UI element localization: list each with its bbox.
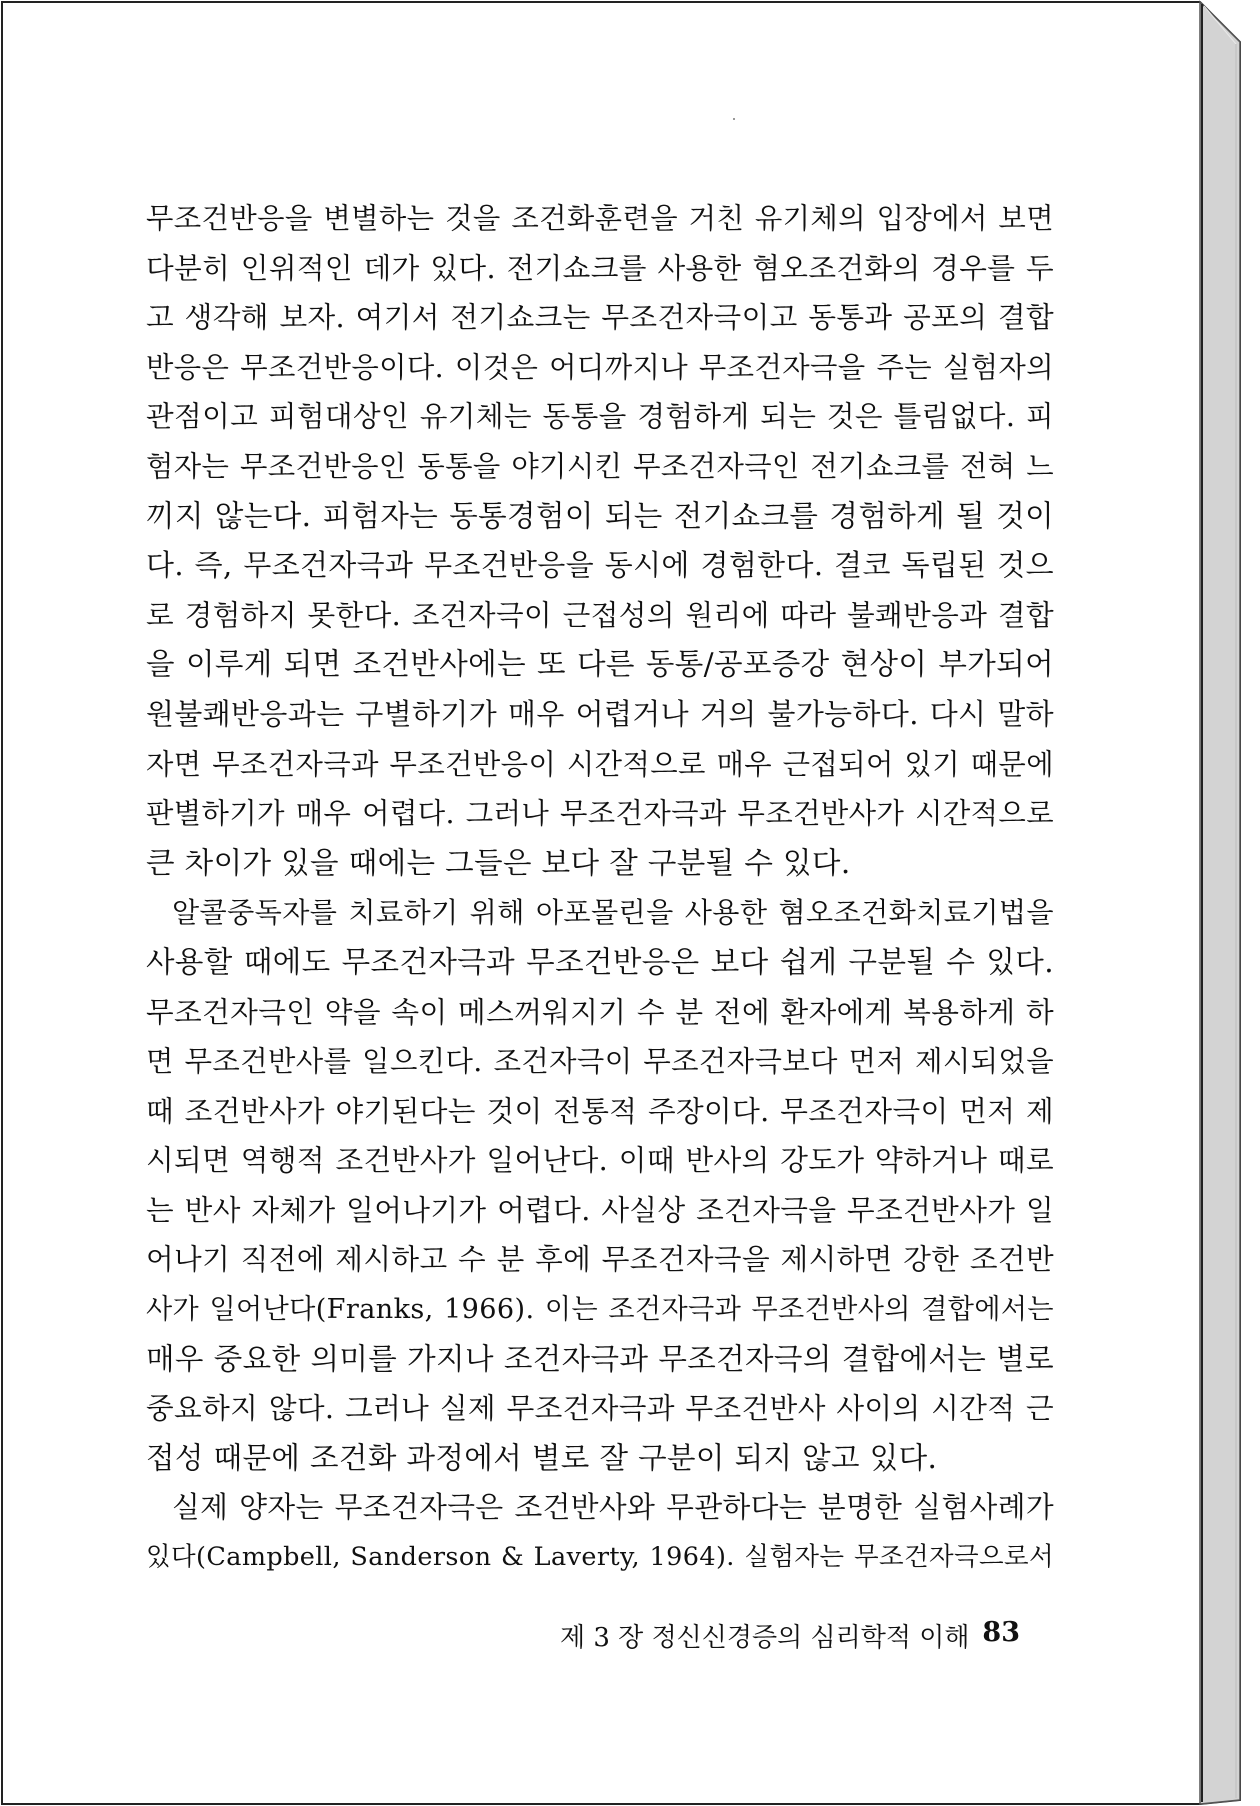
text-line: 자면 무조건자극과 무조건반응이 시간적으로 매우 근접되어 있기 때문에 [146, 747, 1054, 781]
chapter-title: 제 3 장 정신신경증의 심리학적 이해 [560, 1623, 970, 1653]
text-line: 고 생각해 보자. 여기서 전기쇼크는 무조건자극이고 동통과 공포의 결합 [146, 300, 1054, 335]
text-line: 원불쾌반응과는 구별하기가 매우 어렵거나 거의 불가능하다. 다시 말하 [146, 696, 1054, 731]
page-footer [560, 1617, 1020, 1657]
text-line: 큰 차이가 있을 때에는 그들은 보다 잘 구분될 수 있다. [146, 845, 851, 880]
text-line: 을 이루게 되면 조건반사에는 또 다른 동통/공포증강 현상이 부가되어 [146, 647, 1054, 682]
text-line: 실제 양자는 무조건자극은 조건반사와 무관하다는 분명한 실험사례가 [172, 1490, 1054, 1525]
text-line: 관점이고 피험대상인 유기체는 동통을 경험하게 되는 것은 틀림없다. 피 [146, 399, 1054, 434]
text-line: 시되면 역행적 조건반사가 일어난다. 이때 반사의 강도가 약하거나 때로 [146, 1143, 1054, 1178]
text-line: 다분히 인위적인 데가 있다. 전기쇼크를 사용한 혐오조건화의 경우를 두 [146, 250, 1054, 285]
text-line: 사용할 때에도 무조건자극과 무조건반응은 보다 쉽게 구분될 수 있다. [146, 944, 1054, 979]
text-line: 있다(Campbell, Sanderson & Laverty, 1964). 실험자는 무조건자극으로서 [146, 1542, 1054, 1573]
text-line: 판별하기가 매우 어렵다. 그러나 무조건자극과 무조건반사가 시간적으로 [146, 797, 1054, 831]
page-number: 83 [982, 1617, 1020, 1648]
text-line: 무조건자극인 약을 속이 메스꺼워지기 수 분 전에 환자에게 복용하게 하 [146, 994, 1054, 1029]
text-line: 로 경험하지 못한다. 조건자극이 근접성의 원리에 따라 불쾌반응과 결합 [146, 597, 1054, 632]
text-line: 중요하지 않다. 그러나 실제 무조건자극과 무조건반사 사이의 시간적 근 [146, 1391, 1054, 1426]
text-line: 끼지 않는다. 피험자는 동통경험이 되는 전기쇼크를 경험하게 될 것이 [146, 498, 1054, 533]
body-text [146, 194, 1054, 1583]
text-line: 매우 중요한 의미를 가지나 조건자극과 무조건자극의 결합에서는 별로 [146, 1341, 1054, 1376]
text-line: 는 반사 자체가 일어나기가 어렵다. 사실상 조건자극을 무조건반사가 일 [146, 1192, 1054, 1227]
text-line: 접성 때문에 조건화 과정에서 별로 잘 구분이 되지 않고 있다. [146, 1440, 938, 1475]
text-line: 알콜중독자를 치료하기 위해 아포몰린을 사용한 혐오조건화치료기법을 [172, 896, 1054, 930]
text-line: 다. 즉, 무조건자극과 무조건반응을 동시에 경험한다. 결코 독립된 것으 [146, 548, 1054, 583]
text-line: 사가 일어난다(Franks, 1966). 이는 조건자극과 무조건반사의 결합에서는 [146, 1294, 1054, 1326]
text-line: 무조건반응을 변별하는 것을 조건화훈련을 거친 유기체의 입장에서 보면 [146, 202, 1054, 235]
text-line: 어나기 직전에 제시하고 수 분 후에 무조건자극을 제시하면 강한 조건반 [146, 1242, 1054, 1277]
text-line: 반응은 무조건반응이다. 이것은 어디까지나 무조건자극을 주는 실험자의 [146, 350, 1054, 384]
scan-speck [733, 118, 735, 120]
text-line: 때 조건반사가 야기된다는 것이 전통적 주장이다. 무조건자극이 먼저 제 [146, 1093, 1054, 1128]
text-line: 면 무조건반사를 일으킨다. 조건자극이 무조건자극보다 먼저 제시되었을 [146, 1045, 1054, 1079]
text-line: 험자는 무조건반응인 동통을 야기시킨 무조건자극인 전기쇼크를 전혀 느 [146, 449, 1054, 483]
